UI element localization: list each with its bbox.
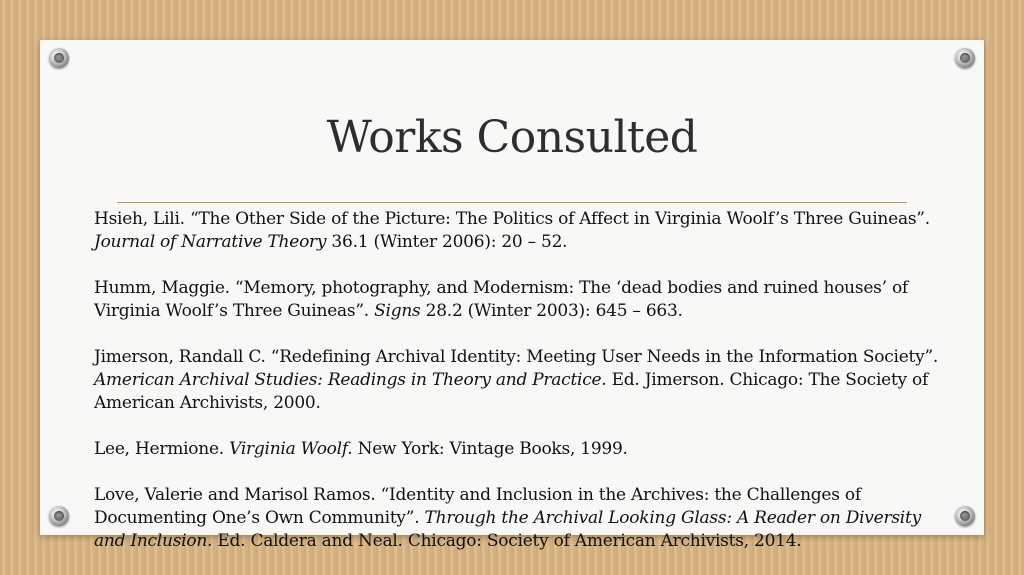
reference-source-title: Virginia Woolf. [229,439,353,459]
reference-source-title: Journal of Narrative Theory [94,232,327,252]
reference-details: New York: Vintage Books, 1999. [352,439,628,459]
reference-text: Jimerson, Randall C. “Redefining Archival Identity: Meeting User Needs in the Information Society”. [94,347,939,367]
screw-icon [49,506,69,526]
reference-text: Love, Valerie and Marisol Ramos. “Identity and Inclusion in the Archives: the Challenges of Documenting One’s Own Community”. [94,485,861,528]
reference-source-title: Signs [374,301,421,321]
screw-icon [955,48,975,68]
title-divider [117,202,907,203]
reference-details: 36.1 (Winter 2006): 20 – 52. [326,232,568,252]
screw-icon [955,506,975,526]
reference-item [94,277,944,323]
reference-text: Humm, Maggie. “Memory, photography, and Modernism: The ‘dead bodies and ruined houses’ of Virginia Woolf’s Three Guineas”. [94,278,908,321]
reference-text: Hsieh, Lili. “The Other Side of the Picture: The Politics of Affect in Virginia Woolf’s Three Guineas”. [94,209,930,229]
reference-source-title: American Archival Studies: Readings in Theory and Practice. [94,370,607,390]
reference-item [94,208,944,254]
reference-item [94,484,944,553]
reference-source-title: Through the Archival Looking Glass: A Reader on Diversity and Inclusion. [94,508,921,551]
reference-details: Ed. Jimerson. Chicago: The Society of American Archivists, 2000. [94,370,929,413]
reference-text: Lee, Hermione. [94,439,230,459]
reference-item [94,346,944,415]
reference-details: Ed. Caldera and Neal. Chicago: Society of American Archivists, 2014. [212,531,802,551]
reference-details: 28.2 (Winter 2003): 645 – 663. [420,301,683,321]
reference-item [94,438,944,461]
references-list [94,208,944,575]
slide-title: Works Consulted [326,112,698,163]
screw-icon [49,48,69,68]
